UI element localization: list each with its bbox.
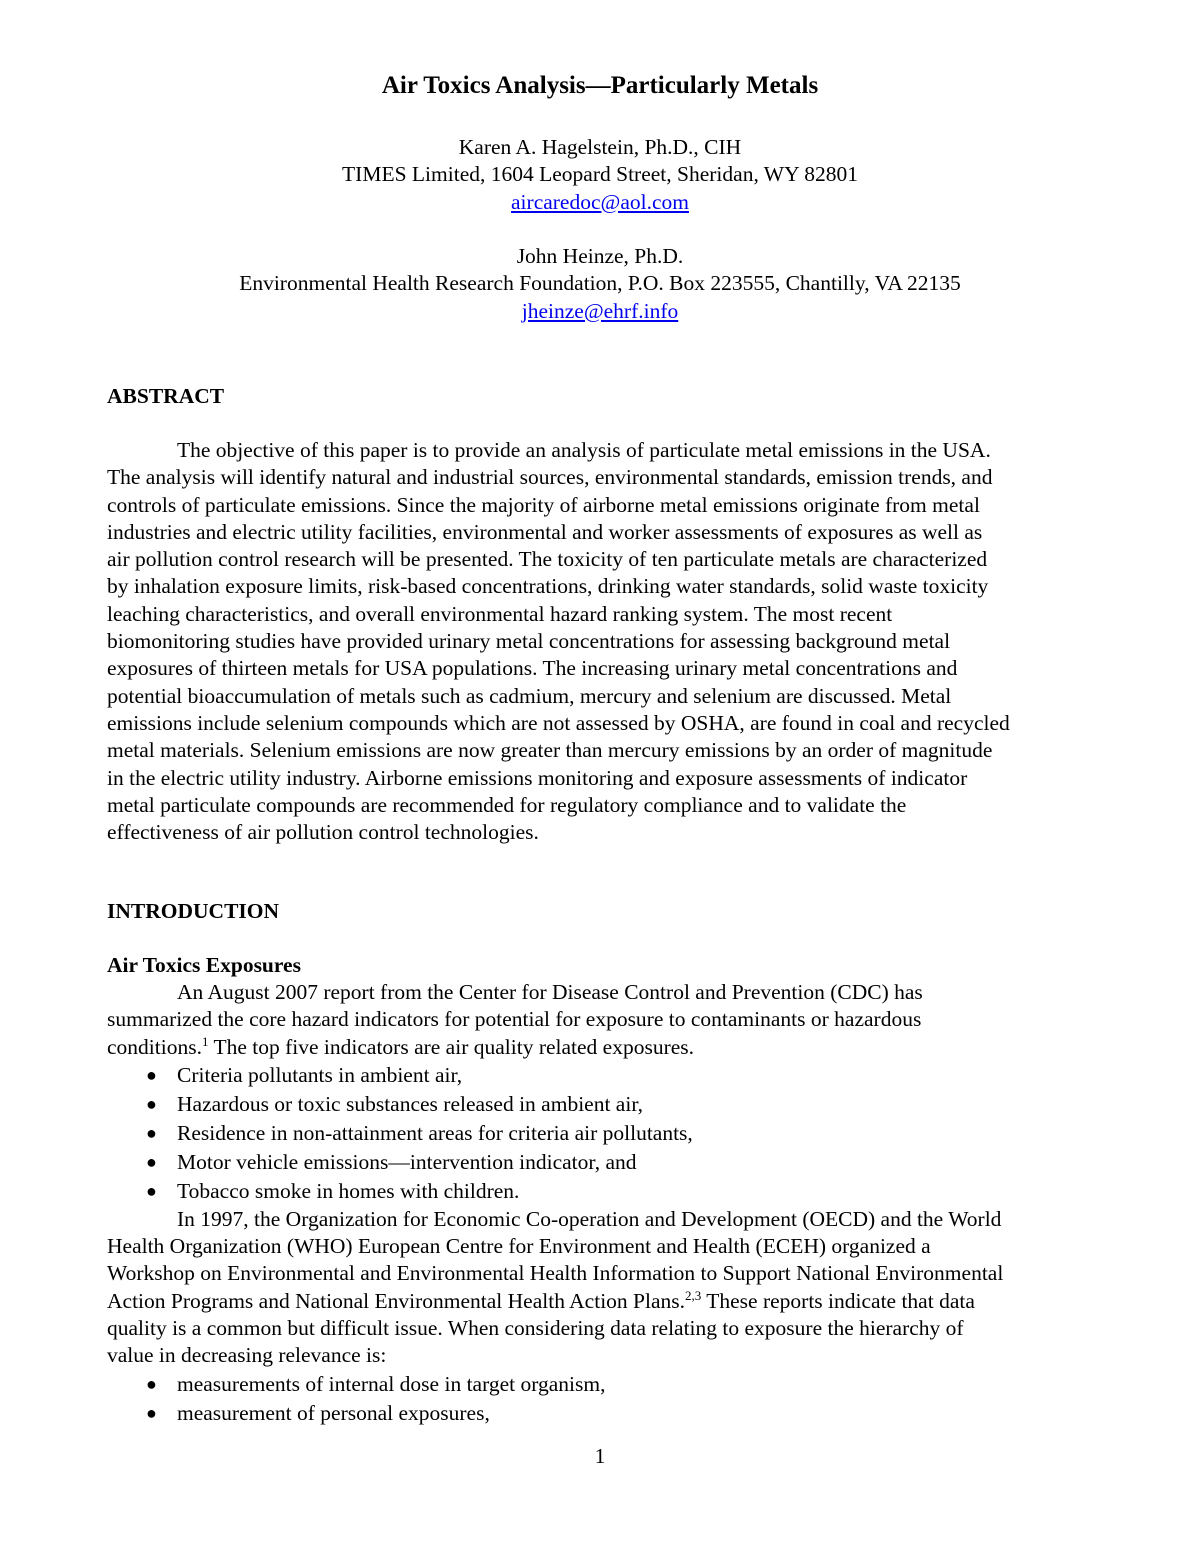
introduction-heading: INTRODUCTION (107, 899, 280, 923)
list-item: ● Tobacco smoke in homes with children. (107, 1177, 1097, 1206)
intro-line: Action Programs and National Environmental Health Action Plans.$^{2,3}$ These reports indicate that data (107, 1287, 975, 1313)
section-subheading: Air Toxics Exposures (107, 953, 301, 977)
author-email-link[interactable]: jheinze@ehrf.info (521, 298, 679, 323)
list-item: ● Criteria pollutants in ambient air, (107, 1061, 1097, 1090)
abstract-line: metal particulate compounds are recommended for regulatory compliance and to validate the (107, 792, 907, 817)
citation-superscript: 1 (201, 1033, 209, 1049)
abstract-paragraph (107, 437, 1097, 846)
abstract-line: effectiveness of air pollution control technologies. (107, 820, 539, 845)
abstract-line: biomonitoring studies have provided urinary metal concentrations for assessing background metal (107, 629, 951, 654)
bullet-icon: ● (146, 1064, 157, 1085)
author-affiliation: Environmental Health Research Foundation, P.O. Box 223555, Chantilly, VA 22135 (239, 271, 961, 296)
author-block-2 (0, 243, 1200, 325)
abstract-line: metal materials. Selenium emissions are now greater than mercury emissions by an order of magnitude (107, 738, 993, 763)
abstract-line: emissions include selenium compounds which are not assessed by OSHA, are found in coal and recycled (107, 710, 1010, 735)
abstract-line: industries and electric utility facilities, environmental and worker assessments of exposures as well as (107, 519, 983, 544)
abstract-line: potential bioaccumulation of metals such as cadmium, mercury and selenium are discussed. Metal (107, 683, 952, 708)
author-name: Karen A. Hagelstein, Ph.D., CIH (458, 135, 742, 159)
abstract-line: controls of particulate emissions. Since the majority of airborne metal emissions originate from metal (107, 492, 980, 517)
page-number: 1 (594, 1444, 606, 1468)
bullet-list-hierarchy (107, 1370, 1097, 1428)
intro-line: An August 2007 report from the Center for Disease Control and Prevention (CDC) has (177, 980, 923, 1004)
intro-line: Health Organization (WHO) European Centre for Environment and Health (ECEH) organized a (107, 1234, 931, 1259)
bullet-icon: ● (146, 1093, 157, 1114)
intro-line: quality is a common but difficult issue. When considering data relating to exposure the hierarchy of (107, 1316, 964, 1341)
paper-title: Air Toxics Analysis—Particularly Metals (381, 72, 819, 99)
abstract-heading: ABSTRACT (107, 384, 225, 408)
intro-line: Workshop on Environmental and Environmental Health Information to Support National Environmental (107, 1261, 1004, 1286)
bullet-icon: ● (146, 1180, 157, 1201)
introduction-body (107, 979, 1097, 1428)
bullet-list-indicators (107, 1061, 1097, 1206)
list-item: ● Residence in non-attainment areas for criteria air pollutants, (107, 1119, 1097, 1148)
author-block-1 (0, 134, 1200, 216)
list-item: ● Hazardous or toxic substances released in ambient air, (107, 1090, 1097, 1119)
bullet-icon: ● (146, 1122, 157, 1143)
abstract-line: exposures of thirteen metals for USA populations. The increasing urinary metal concentrations and (107, 656, 958, 681)
abstract-line: leaching characteristics, and overall environmental hazard ranking system. The most recent (107, 601, 893, 626)
abstract-line: The objective of this paper is to provide an analysis of particulate metal emissions in the USA. (177, 438, 991, 462)
intro-line: summarized the core hazard indicators for potential for exposure to contaminants or hazardous (107, 1007, 922, 1032)
abstract-line: in the electric utility industry. Airborne emissions monitoring and exposure assessments of indicator (107, 765, 968, 790)
intro-line: In 1997, the Organization for Economic Co-operation and Development (OECD) and the World (177, 1206, 1002, 1231)
author-affiliation: TIMES Limited, 1604 Leopard Street, Sheridan, WY 82801 (342, 162, 858, 187)
list-item: ● measurement of personal exposures, (107, 1399, 1097, 1428)
intro-line: conditions.$^1$ The top five indicators are air quality related exposures. (107, 1033, 695, 1059)
abstract-line: by inhalation exposure limits, risk-based concentrations, drinking water standards, solid waste toxicity (107, 574, 989, 599)
author-email-link[interactable]: aircaredoc@aol.com (511, 189, 689, 214)
intro-line: value in decreasing relevance is: (107, 1343, 387, 1368)
list-item: ● measurements of internal dose in target organism, (107, 1370, 1097, 1399)
bullet-icon: ● (146, 1402, 157, 1423)
bullet-icon: ● (146, 1373, 157, 1394)
abstract-line: The analysis will identify natural and industrial sources, environmental standards, emission trends, and (107, 465, 993, 490)
abstract-line: air pollution control research will be presented. The toxicity of ten particulate metals are characterized (107, 547, 988, 572)
bullet-icon: ● (146, 1151, 157, 1172)
list-item: ● Motor vehicle emissions—intervention indicator, and (107, 1148, 1097, 1177)
author-name: John Heinze, Ph.D. (516, 244, 684, 268)
citation-superscript: 2,3 (685, 1287, 702, 1303)
